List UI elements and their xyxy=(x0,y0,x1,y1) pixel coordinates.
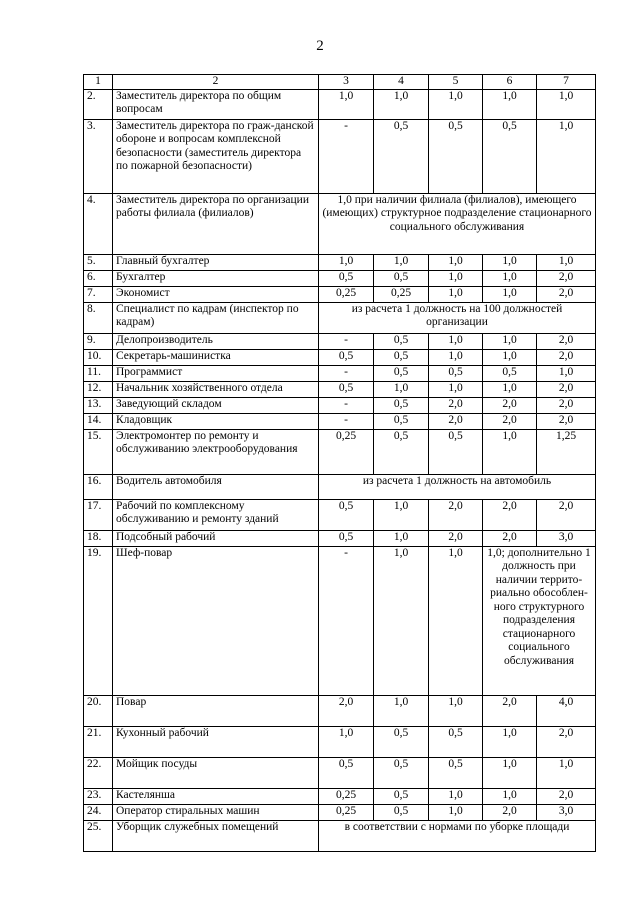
page-number: 2 xyxy=(316,38,324,54)
row-number: 21. xyxy=(84,726,113,757)
norm-value: 0,5 xyxy=(374,270,429,286)
row-number: 15. xyxy=(84,429,113,474)
position-name: Кладовщик xyxy=(113,413,319,429)
table-row xyxy=(84,365,596,381)
norm-value: 1,0 xyxy=(429,804,483,820)
norm-value: 1,0 xyxy=(429,381,483,397)
merged-norm-cell: 1,0; дополнительно 1 должность при наличии террито-риально обособлен-ного структурного подразделения стационарного социального обслуживания xyxy=(483,546,596,695)
position-name: Заместитель директора по граж-данской обороне и вопросам комплексной безопасности (заместитель директора по пожарной безопасности) xyxy=(113,119,319,193)
row-number: 20. xyxy=(84,695,113,726)
position-name: Кастелянша xyxy=(113,788,319,804)
merged-norm-cell: 1,0 при наличии филиала (филиалов), имеющего (имеющих) структурное подразделение стационарного социального обслуживания xyxy=(319,193,596,254)
norm-value: 1,0 xyxy=(537,89,596,119)
row-number: 9. xyxy=(84,333,113,349)
position-name: Начальник хозяйственного отдела xyxy=(113,381,319,397)
norm-value: 3,0 xyxy=(537,804,596,820)
header-cell: 3 xyxy=(319,75,374,90)
position-name: Водитель автомобиля xyxy=(113,474,319,499)
norm-value: 1,0 xyxy=(483,89,537,119)
norm-value: 1,0 xyxy=(429,546,483,695)
norm-value: 2,0 xyxy=(537,397,596,413)
norm-value: 0,5 xyxy=(374,726,429,757)
position-name: Программист xyxy=(113,365,319,381)
position-name: Заместитель директора по общим вопросам xyxy=(113,89,319,119)
norm-value: 1,0 xyxy=(429,333,483,349)
table-row xyxy=(84,804,596,820)
norm-value: 1,0 xyxy=(319,726,374,757)
norm-value: 1,0 xyxy=(483,254,537,270)
table-row xyxy=(84,726,596,757)
norm-value: - xyxy=(319,365,374,381)
norm-value: 0,25 xyxy=(319,286,374,302)
norm-value: 2,0 xyxy=(537,726,596,757)
norm-value: 4,0 xyxy=(537,695,596,726)
norm-value: 2,0 xyxy=(483,530,537,546)
norm-value: 0,5 xyxy=(429,726,483,757)
norm-value: 0,5 xyxy=(374,119,429,193)
norm-value: - xyxy=(319,413,374,429)
row-number: 5. xyxy=(84,254,113,270)
position-name: Экономист xyxy=(113,286,319,302)
norm-value: 0,5 xyxy=(319,499,374,530)
position-name: Делопроизводитель xyxy=(113,333,319,349)
row-number: 8. xyxy=(84,302,113,333)
row-number: 14. xyxy=(84,413,113,429)
norm-value: 2,0 xyxy=(429,413,483,429)
norm-value: 1,0 xyxy=(537,119,596,193)
norm-value: 1,0 xyxy=(483,726,537,757)
norm-value: 1,0 xyxy=(429,270,483,286)
norm-value: 1,0 xyxy=(483,270,537,286)
table-row xyxy=(84,429,596,474)
table-row xyxy=(84,89,596,119)
header-cell: 4 xyxy=(374,75,429,90)
row-number: 6. xyxy=(84,270,113,286)
row-number: 3. xyxy=(84,119,113,193)
row-number: 18. xyxy=(84,530,113,546)
norm-value: 1,0 xyxy=(483,349,537,365)
merged-norm-cell: в соответствии с нормами по уборке площади xyxy=(319,820,596,851)
table-row xyxy=(84,381,596,397)
norm-value: 1,0 xyxy=(429,286,483,302)
norm-value: 1,0 xyxy=(483,286,537,302)
row-number: 2. xyxy=(84,89,113,119)
norm-value: 0,5 xyxy=(319,349,374,365)
table-row xyxy=(84,302,596,333)
norm-value: 1,0 xyxy=(374,530,429,546)
row-number: 25. xyxy=(84,820,113,851)
table-row xyxy=(84,530,596,546)
table-row xyxy=(84,119,596,193)
norm-value: 2,0 xyxy=(537,270,596,286)
row-number: 13. xyxy=(84,397,113,413)
table-row xyxy=(84,286,596,302)
norm-value: 0,25 xyxy=(374,286,429,302)
norm-value: - xyxy=(319,333,374,349)
norm-value: 1,0 xyxy=(429,89,483,119)
norm-value: 1,0 xyxy=(483,333,537,349)
norm-value: 0,25 xyxy=(319,804,374,820)
norm-value: - xyxy=(319,397,374,413)
norm-value: 0,5 xyxy=(374,397,429,413)
norm-value: 1,0 xyxy=(483,381,537,397)
norm-value: 3,0 xyxy=(537,530,596,546)
row-number: 17. xyxy=(84,499,113,530)
norm-value: 1,0 xyxy=(319,254,374,270)
header-cell: 1 xyxy=(84,75,113,90)
table-row xyxy=(84,349,596,365)
norm-value: 1,0 xyxy=(429,695,483,726)
norm-value: 1,0 xyxy=(429,349,483,365)
table-row xyxy=(84,499,596,530)
table-row xyxy=(84,397,596,413)
header-cell: 7 xyxy=(537,75,596,90)
norm-value: 1,0 xyxy=(374,546,429,695)
norm-value: 1,0 xyxy=(537,365,596,381)
norm-value: 0,5 xyxy=(429,365,483,381)
position-name: Главный бухгалтер xyxy=(113,254,319,270)
position-name: Шеф-повар xyxy=(113,546,319,695)
position-name: Заместитель директора по организации работы филиала (филиалов) xyxy=(113,193,319,254)
norm-value: 1,0 xyxy=(374,381,429,397)
norm-value: - xyxy=(319,119,374,193)
norm-value: 0,5 xyxy=(374,349,429,365)
header-row xyxy=(84,75,596,90)
norm-value: 1,0 xyxy=(537,254,596,270)
norm-value: 1,0 xyxy=(374,254,429,270)
table-row xyxy=(84,757,596,788)
norm-value: 0,5 xyxy=(374,365,429,381)
norm-value: 0,5 xyxy=(429,757,483,788)
position-name: Оператор стиральных машин xyxy=(113,804,319,820)
header-cell: 2 xyxy=(113,75,319,90)
norm-value: 0,5 xyxy=(319,757,374,788)
row-number: 10. xyxy=(84,349,113,365)
norm-value: 0,5 xyxy=(483,119,537,193)
norm-value: 0,5 xyxy=(429,119,483,193)
norm-value: 1,0 xyxy=(483,788,537,804)
row-number: 16. xyxy=(84,474,113,499)
table-row xyxy=(84,413,596,429)
norm-value: 1,0 xyxy=(429,254,483,270)
norm-value: 0,5 xyxy=(319,381,374,397)
row-number: 24. xyxy=(84,804,113,820)
norm-value: 0,25 xyxy=(319,788,374,804)
table-row xyxy=(84,193,596,254)
merged-norm-cell: из расчета 1 должность на автомобиль xyxy=(319,474,596,499)
norm-value: 0,5 xyxy=(319,270,374,286)
norm-value: 1,0 xyxy=(319,89,374,119)
norm-value: 0,5 xyxy=(374,413,429,429)
position-name: Повар xyxy=(113,695,319,726)
norm-value: 1,0 xyxy=(374,89,429,119)
norm-value: 1,25 xyxy=(537,429,596,474)
table-row xyxy=(84,788,596,804)
position-name: Рабочий по комплексному обслуживанию и ремонту зданий xyxy=(113,499,319,530)
table-row xyxy=(84,270,596,286)
header-cell: 6 xyxy=(483,75,537,90)
norm-value: 0,5 xyxy=(483,365,537,381)
norm-value: 1,0 xyxy=(483,757,537,788)
norm-value: 0,5 xyxy=(429,429,483,474)
row-number: 7. xyxy=(84,286,113,302)
norm-value: 0,5 xyxy=(374,788,429,804)
norm-value: 0,5 xyxy=(374,333,429,349)
norm-value: 2,0 xyxy=(429,499,483,530)
norm-value: 2,0 xyxy=(537,499,596,530)
norm-value: 2,0 xyxy=(319,695,374,726)
row-number: 19. xyxy=(84,546,113,695)
norm-value: 2,0 xyxy=(483,413,537,429)
header-cell: 5 xyxy=(429,75,483,90)
position-name: Кухонный рабочий xyxy=(113,726,319,757)
norm-value: - xyxy=(319,546,374,695)
table-row xyxy=(84,546,596,695)
position-name: Электромонтер по ремонту и обслуживанию электрооборудования xyxy=(113,429,319,474)
table-row xyxy=(84,254,596,270)
position-name: Специалист по кадрам (инспектор по кадрам) xyxy=(113,302,319,333)
norm-value: 0,5 xyxy=(374,757,429,788)
row-number: 22. xyxy=(84,757,113,788)
position-name: Мойщик посуды xyxy=(113,757,319,788)
norm-value: 2,0 xyxy=(483,499,537,530)
norm-value: 2,0 xyxy=(537,349,596,365)
position-name: Заведующий складом xyxy=(113,397,319,413)
position-name: Уборщик служебных помещений xyxy=(113,820,319,851)
row-number: 12. xyxy=(84,381,113,397)
table-row xyxy=(84,474,596,499)
table-row xyxy=(84,333,596,349)
norm-value: 2,0 xyxy=(429,530,483,546)
norm-value: 1,0 xyxy=(429,788,483,804)
norm-value: 0,25 xyxy=(319,429,374,474)
table-row xyxy=(84,695,596,726)
row-number: 4. xyxy=(84,193,113,254)
norm-value: 1,0 xyxy=(374,499,429,530)
position-name: Бухгалтер xyxy=(113,270,319,286)
norm-value: 0,5 xyxy=(374,804,429,820)
norm-value: 0,5 xyxy=(319,530,374,546)
norm-value: 2,0 xyxy=(483,804,537,820)
norm-value: 1,0 xyxy=(374,695,429,726)
norm-value: 2,0 xyxy=(483,695,537,726)
norm-value: 2,0 xyxy=(537,381,596,397)
norm-value: 2,0 xyxy=(537,413,596,429)
row-number: 11. xyxy=(84,365,113,381)
position-name: Секретарь-машинистка xyxy=(113,349,319,365)
position-name: Подсобный рабочий xyxy=(113,530,319,546)
norm-value: 0,5 xyxy=(374,429,429,474)
norm-value: 2,0 xyxy=(537,286,596,302)
staffing-table xyxy=(83,74,596,852)
norm-value: 2,0 xyxy=(537,788,596,804)
table-row xyxy=(84,820,596,851)
norm-value: 1,0 xyxy=(483,429,537,474)
row-number: 23. xyxy=(84,788,113,804)
norm-value: 2,0 xyxy=(429,397,483,413)
norm-value: 1,0 xyxy=(537,757,596,788)
norm-value: 2,0 xyxy=(483,397,537,413)
norm-value: 2,0 xyxy=(537,333,596,349)
merged-norm-cell: из расчета 1 должность на 100 должностей организации xyxy=(319,302,596,333)
